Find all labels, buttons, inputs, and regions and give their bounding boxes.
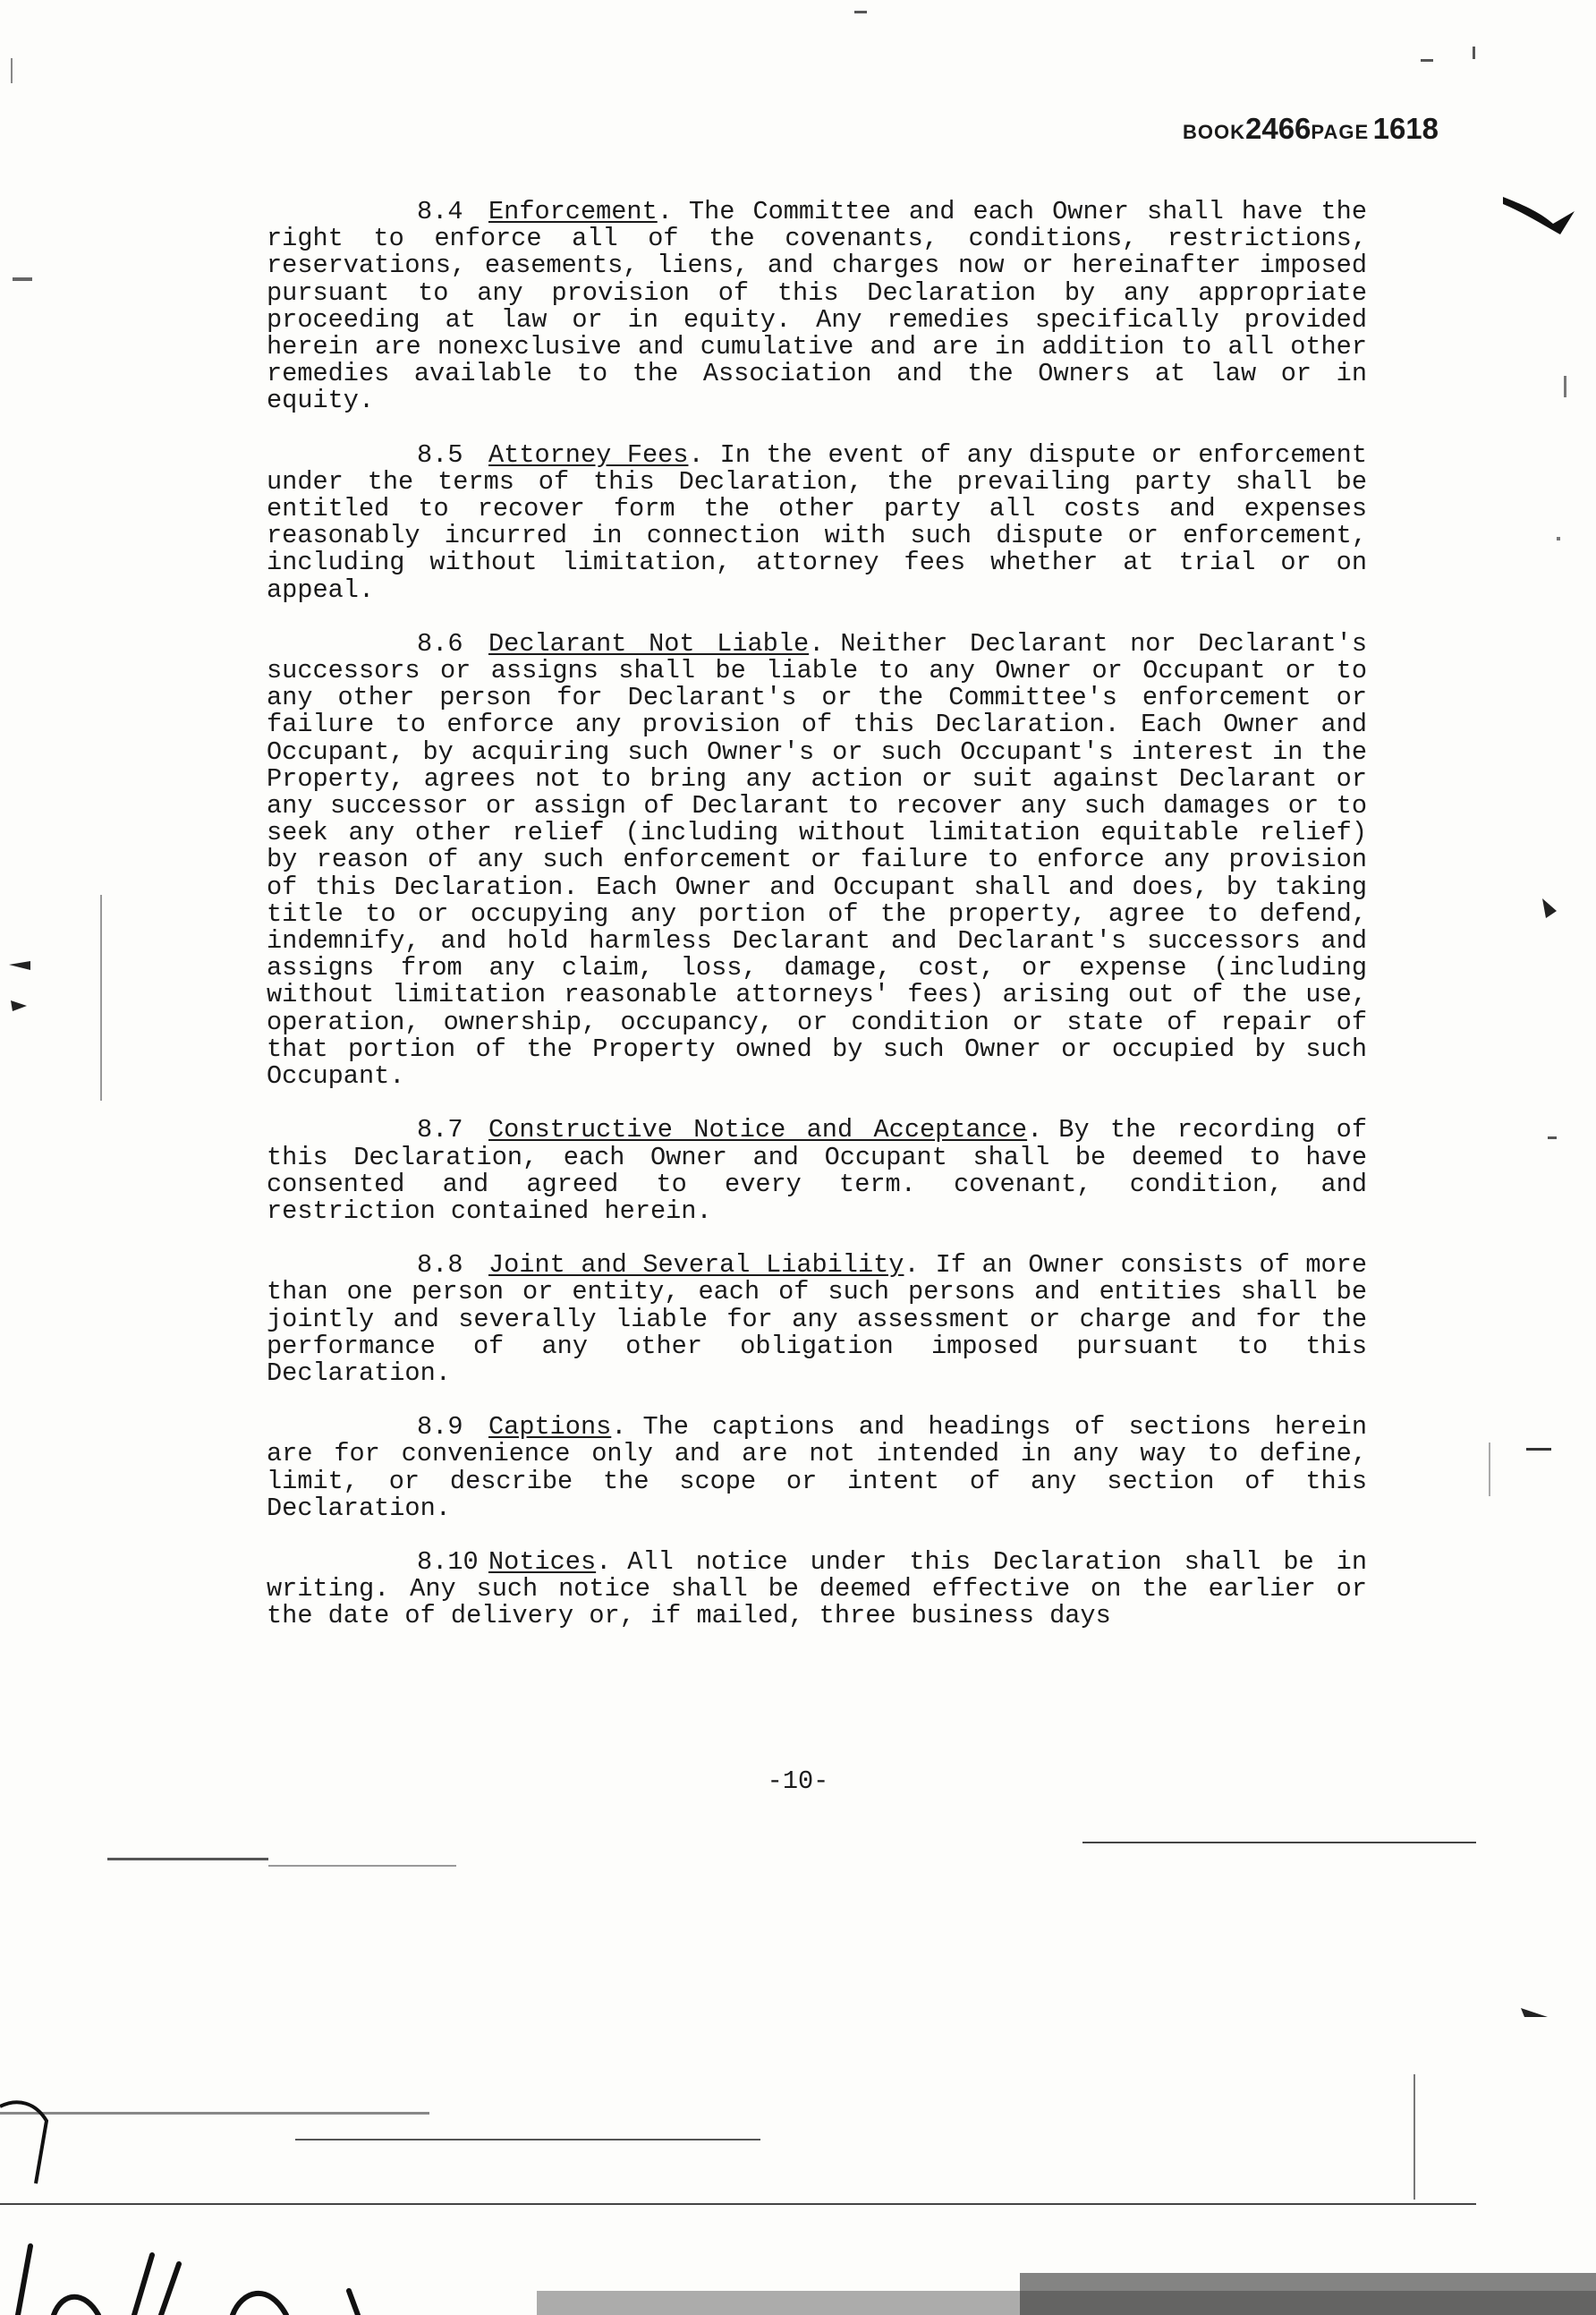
scan-rule-left	[107, 1858, 268, 1860]
scan-mark-top-right-2	[1473, 47, 1475, 59]
section-number: 8.7	[417, 1115, 463, 1145]
section-8-8: 8.8 Joint and Several Liability. If an Owner consists of more than one person or entity, each of such persons and entities shall be jointly and severally liable for any assessment or charge and for the performance of any other obligation imposed pursuant to this Declaration.	[267, 1250, 1367, 1388]
section-number: 8.4	[417, 197, 463, 226]
section-number: 8.9	[417, 1412, 463, 1443]
smudge-line	[0, 2112, 429, 2115]
right-speck-2	[1557, 537, 1560, 540]
right-line	[1489, 1443, 1490, 1496]
section-caption: Captions	[488, 1412, 612, 1443]
bottom-noise-dark	[1020, 2273, 1596, 2315]
section-number: 8.6	[417, 628, 463, 659]
section-text: In the event of any dispute or enforcement under the terms of this Declaration, the prevailing party shall be entitled to recover form the other party all costs and expenses reasonably incurred in connection with such dispute or enforcement, including without limitation, attorney fees whether at trial or on appeal.	[267, 439, 1367, 605]
page-label: PAGE	[1311, 121, 1370, 143]
right-speck	[1564, 376, 1566, 397]
section-number: 8.5	[417, 439, 463, 470]
section-8-6: 8.6 Declarant Not Liable. Neither Declarant nor Declarant's successors or assigns shall be liable to any Owner or Occupant or to any other person for Declarant's or the Committee's enforcement or failure to enforce any provision of this Declaration. Each Owner and Occupant, by acquiring such Owner's or such Occupant's interest in the Property, agrees not to bring any action or suit against Declarant or any successor or assign of Declarant to recover any such damages or to seek any other relief (including without limitation equitable relief) by reason of any such enforcement or failure to enforce any provision of this Declaration. Each Owner and Occupant shall and does, by taking title to or occupying any portion of the property, agree to defend, indemnify, and hold harmless Declarant and Declarant's successors and assigns from any claim, loss, damage, cost, or expense (including without limitation reasonable attorneys' fees) arising out of the use, operation, ownership, occupancy, or condition or state of repair of that portion of the Property owned by such Owner or occupied by such Occupant.	[267, 628, 1367, 1092]
page-footer-number: -10-	[767, 1766, 829, 1796]
scan-mark-top-right	[1421, 59, 1433, 62]
scan-rule-left-2	[268, 1865, 456, 1867]
section-number: 8.8	[417, 1250, 463, 1281]
handwritten-mark	[18, 2246, 358, 2315]
scan-speck-left	[11, 58, 13, 83]
book-label: BOOK	[1183, 121, 1245, 143]
section-caption: Notices	[488, 1546, 597, 1577]
right-speck-5	[1521, 2008, 1548, 2017]
right-speck-4	[1548, 1136, 1557, 1139]
right-dash	[1526, 1448, 1551, 1451]
scan-mark-top	[854, 11, 867, 13]
book-page-stamp	[1183, 112, 1439, 146]
scan-rule-right	[1082, 1842, 1476, 1843]
section-text: By the recording of this Declaration, each Owner and Occupant shall be deemed to have consented and agreed to every term. covenant, condition, and restriction contained herein.	[267, 1115, 1367, 1226]
section-8-7: 8.7 Constructive Notice and Acceptance. By the recording of this Declaration, each Owner and Occupant shall be deemed to have consented and agreed to every term. covenant, condition, and restriction contained herein.	[267, 1115, 1367, 1226]
section-caption: Joint and Several Liability	[488, 1250, 904, 1281]
smudge-line-2	[295, 2139, 760, 2141]
section-text: All notice under this Declaration shall be in writing. Any such notice shall be deemed effective on the earlier or the date of delivery or, if mailed, three business days	[267, 1546, 1367, 1631]
left-arrow-mark	[9, 961, 30, 970]
left-arrow-mark-2	[11, 1000, 27, 1011]
section-8-9: 8.9 Captions. The captions and headings of sections herein are for convenience only and are not intended in any way to define, limit, or describe the scope or intent of any section of this Declaration.	[267, 1412, 1367, 1523]
bottom-noise	[537, 2291, 1596, 2315]
section-text: If an Owner consists of more than one person or entity, each of such persons and entities shall be jointly and severally liable for any assessment or charge and for the performance of any other obligation imposed pursuant to this Declaration.	[267, 1250, 1367, 1388]
smudge-vline	[1413, 2074, 1415, 2200]
page-number-stamp: 1618	[1372, 112, 1439, 145]
section-number: 8.10	[417, 1546, 479, 1577]
scan-line-left	[100, 895, 102, 1101]
document-body	[267, 199, 1367, 1657]
section-text: Neither Declarant nor Declarant's successors or assigns shall be liable to any Owner or Occupant or to any other person for Declarant's or the Committee's enforcement or failure to enforce any provision of this Declaration. Each Owner and Occupant, by acquiring such Owner's or such Occupant's interest in the Property, agrees not to bring any action or suit against Declarant or any successor or assign of Declarant to recover any such damages or to seek any other relief (including without limitation equitable relief) by reason of any such enforcement or failure to enforce any provision of this Declaration. Each Owner and Occupant shall and does, by taking title to or occupying any portion of the property, agree to defend, indemnify, and hold harmless Declarant and Declarant's successors and assigns from any claim, loss, damage, cost, or expense (including without limitation reasonable attorneys' fees) arising out of the use, operation, ownership, occupancy, or condition or state of repair of that portion of the Property owned by such Owner or occupied by such Occupant.	[267, 628, 1367, 1092]
corner-scrawl	[0, 2102, 47, 2183]
section-8-10: 8.10 Notices. All notice under this Declaration shall be in writing. Any such notice shall be deemed effective on the earlier or the date of delivery or, if mailed, three business days	[267, 1546, 1367, 1631]
section-caption: Enforcement	[488, 197, 658, 226]
book-number: 2466	[1245, 112, 1312, 145]
right-speck-3	[1542, 898, 1557, 918]
section-caption: Attorney Fees	[488, 439, 689, 470]
right-margin-mark	[1503, 197, 1575, 234]
section-8-5: 8.5 Attorney Fees. In the event of any dispute or enforcement under the terms of this Declaration, the prevailing party shall be entitled to recover form the other party all costs and expenses reasonably incurred in connection with such dispute or enforcement, including without limitation, attorney fees whether at trial or on appeal.	[267, 439, 1367, 605]
smudge-line-3	[0, 2203, 1476, 2205]
section-text: The Committee and each Owner shall have the right to enforce all of the covenants, conditions, restrictions, reservations, easements, liens, and charges now or hereinafter imposed pursuant to any provision of this Declaration by any appropriate proceeding at law or in equity. Any remedies specifically provided herein are nonexclusive and cumulative and are in addition to all other remedies available to the Association and the Owners at law or in equity.	[267, 197, 1367, 416]
scan-speck-left-2	[13, 277, 32, 281]
section-8-4: 8.4 Enforcement. The Committee and each Owner shall have the right to enforce all of the covenants, conditions, restrictions, reservations, easements, liens, and charges now or hereinafter imposed pursuant to any provision of this Declaration by any appropriate proceeding at law or in equity. Any remedies specifically provided herein are nonexclusive and cumulative and are in addition to all other remedies available to the Association and the Owners at law or in equity.	[267, 197, 1367, 416]
section-text: The captions and headings of sections herein are for convenience only and are not intended in any way to define, limit, or describe the scope or intent of any section of this Declaration.	[267, 1412, 1367, 1523]
section-caption: Constructive Notice and Acceptance	[488, 1115, 1028, 1145]
section-caption: Declarant Not Liable	[488, 628, 810, 659]
